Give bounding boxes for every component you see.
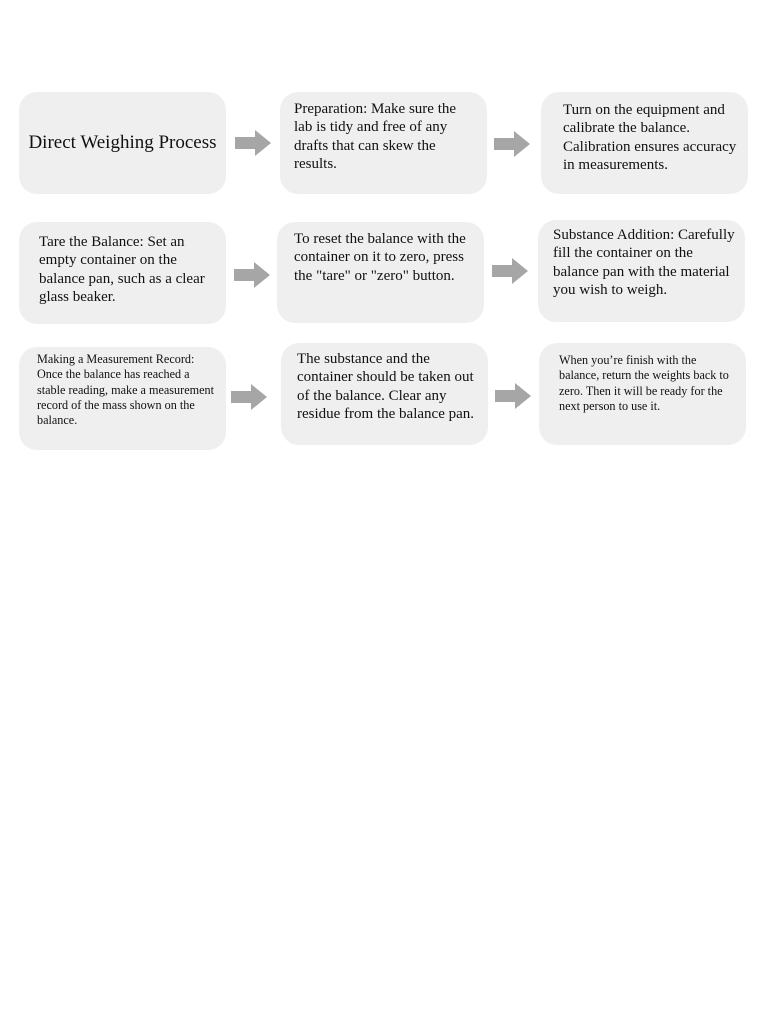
- step-title-text: Direct Weighing Process: [28, 131, 217, 153]
- step-remove-substance-text: The substance and the container should be taken out of the balance. Clear any residue from the balance pan.: [297, 351, 475, 422]
- step-box-finish: [539, 343, 746, 445]
- step-substance-addition-text: Substance Addition: Carefully fill the container on the balance pan with the material you wish to weigh.: [553, 227, 735, 298]
- step-box-tare: [19, 222, 226, 324]
- right-arrow-icon: [495, 383, 531, 409]
- step-box-reset: [277, 222, 484, 323]
- step-measurement-record-text: Making a Measurement Record: Once the balance has reached a stable reading, make a measurement record of the mass shown on the balance.: [37, 352, 214, 427]
- step-box-remove-substance: [281, 343, 488, 445]
- step-reset-text: To reset the balance with the container on it to zero, press the "tare" or "zero" button.: [294, 231, 466, 284]
- step-finish-text: When you’re finish with the balance, return the weights back to zero. Then it will be ready for the next person to use it.: [559, 353, 729, 413]
- step-box-substance-addition: [538, 220, 745, 322]
- step-preparation-text: Preparation: Make sure the lab is tidy and free of any drafts that can skew the results.: [294, 101, 457, 172]
- step-calibrate-text: Turn on the equipment and calibrate the balance. Calibration ensures accuracy in measurements.: [563, 102, 737, 173]
- step-box-calibrate: [541, 92, 748, 194]
- right-arrow-icon: [231, 384, 267, 410]
- step-tare-text: Tare the Balance: Set an empty container on the balance pan, such as a clear glass beaker.: [39, 234, 205, 305]
- right-arrow-icon: [494, 131, 530, 157]
- step-box-measurement-record: [19, 347, 226, 450]
- step-box-preparation: [280, 92, 487, 194]
- right-arrow-icon: [492, 258, 528, 284]
- right-arrow-icon: [235, 130, 271, 156]
- step-box-title: [19, 92, 226, 194]
- right-arrow-icon: [234, 262, 270, 288]
